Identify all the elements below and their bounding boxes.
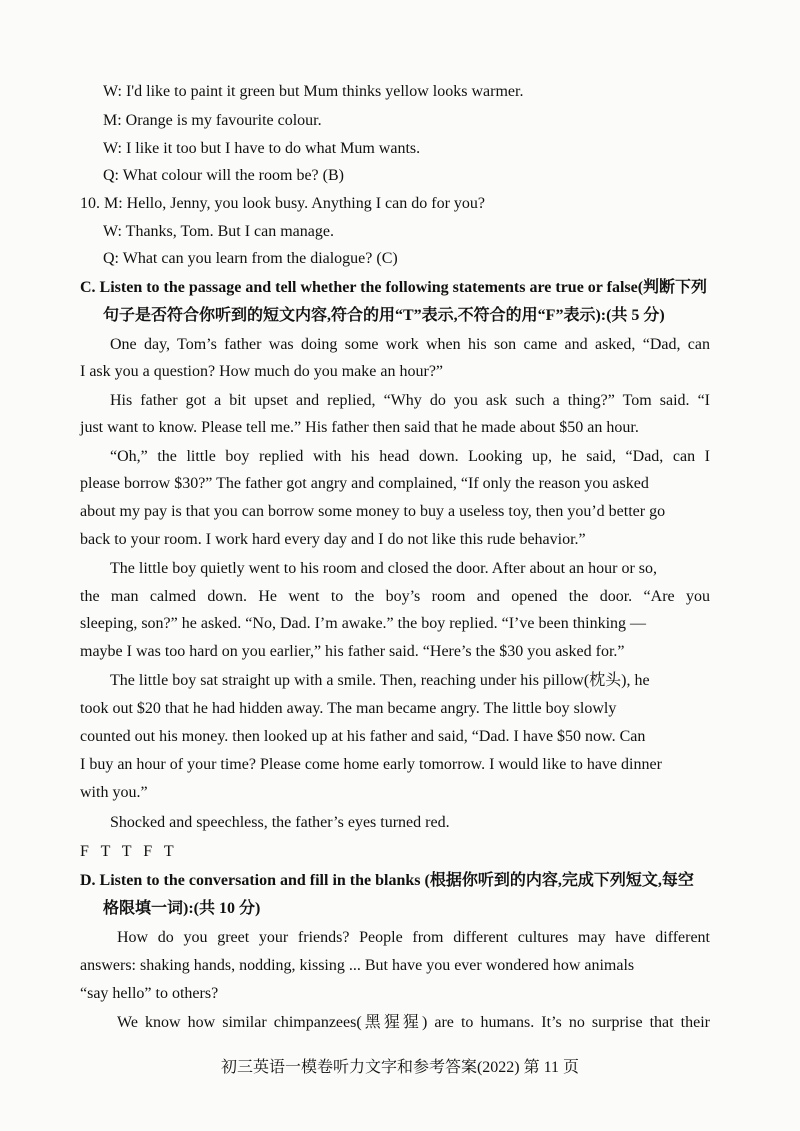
passage-line: counted out his money. then looked up at his father and said, “Dad. I have $50 now. Can <box>80 728 646 745</box>
passage-line: I ask you a question? How much do you make an hour?” <box>80 363 444 380</box>
passage-line: took out $20 that he had hidden away. The man became angry. The little boy slowly <box>80 700 617 717</box>
passage-line: I buy an hour of your time? Please come home early tomorrow. I would like to have dinner <box>80 756 662 773</box>
answer-key: F T T F T <box>80 843 174 860</box>
dialogue-line: M: Orange is my favourite colour. <box>103 112 322 129</box>
dialogue-line: W: I like it too but I have to do what Mum wants. <box>103 140 421 157</box>
section-heading-cont: 句子是否符合你听到的短文内容,符合的用“T”表示,不符合的用“F”表示):(共 5 分) <box>103 307 665 324</box>
passage-line: the man calmed down. He went to the boy’s room and opened the door. “Are you <box>80 588 710 605</box>
passage-line: answers: shaking hands, nodding, kissing ... But have you ever wondered how animals <box>80 957 635 974</box>
passage-line: “say hello” to others? <box>80 985 219 1002</box>
section-heading-cont: 格限填一词):(共 10 分) <box>103 900 261 917</box>
passage-line: about my pay is that you can borrow some money to buy a useless toy, then you’d better go <box>80 503 666 520</box>
passage-line: please borrow $30?” The father got angry and complained, “If only the reason you asked <box>80 475 649 492</box>
passage-line: back to your room. I work hard every day and I do not like this rude behavior.” <box>80 531 586 548</box>
passage-line: The little boy sat straight up with a smile. Then, reaching under his pillow(枕头), he <box>110 672 650 689</box>
page-footer: 初三英语一模卷听力文字和参考答案(2022) 第 11 页 <box>220 1059 580 1076</box>
dialogue-line: 10. M: Hello, Jenny, you look busy. Anything I can do for you? <box>80 195 485 212</box>
passage-line: The little boy quietly went to his room and closed the door. After about an hour or so, <box>110 560 658 577</box>
passage-line: Shocked and speechless, the father’s eyes turned red. <box>110 814 450 831</box>
passage-line: sleeping, son?” he asked. “No, Dad. I’m awake.” the boy replied. “I’ve been thinking — <box>80 615 647 632</box>
dialogue-line: W: Thanks, Tom. But I can manage. <box>103 223 334 240</box>
passage-line: maybe I was too hard on you earlier,” his father said. “Here’s the $30 you asked for.” <box>80 643 625 660</box>
section-heading: C. Listen to the passage and tell whether the following statements are true or false(判断下列 <box>80 279 708 296</box>
passage-line: How do you greet your friends? People from different cultures may have different <box>117 929 710 946</box>
passage-line: We know how similar chimpanzees(黑猩猩) are to humans. It’s no surprise that their <box>117 1014 710 1031</box>
passage-line: with you.” <box>80 784 148 801</box>
question-line: Q: What can you learn from the dialogue? (C) <box>103 250 398 267</box>
dialogue-line: W: I'd like to paint it green but Mum thinks yellow looks warmer. <box>103 83 524 100</box>
passage-line: just want to know. Please tell me.” His father then said that he made about $50 an hour. <box>80 419 639 436</box>
question-line: Q: What colour will the room be? (B) <box>103 167 344 184</box>
passage-line: “Oh,” the little boy replied with his head down. Looking up, he said, “Dad, can I <box>110 448 710 465</box>
section-heading: D. Listen to the conversation and fill in the blanks (根据你听到的内容,完成下列短文,每空 <box>80 872 694 889</box>
passage-line: One day, Tom’s father was doing some work when his son came and asked, “Dad, can <box>110 336 710 353</box>
passage-line: His father got a bit upset and replied, “Why do you ask such a thing?” Tom said. “I <box>110 392 710 409</box>
